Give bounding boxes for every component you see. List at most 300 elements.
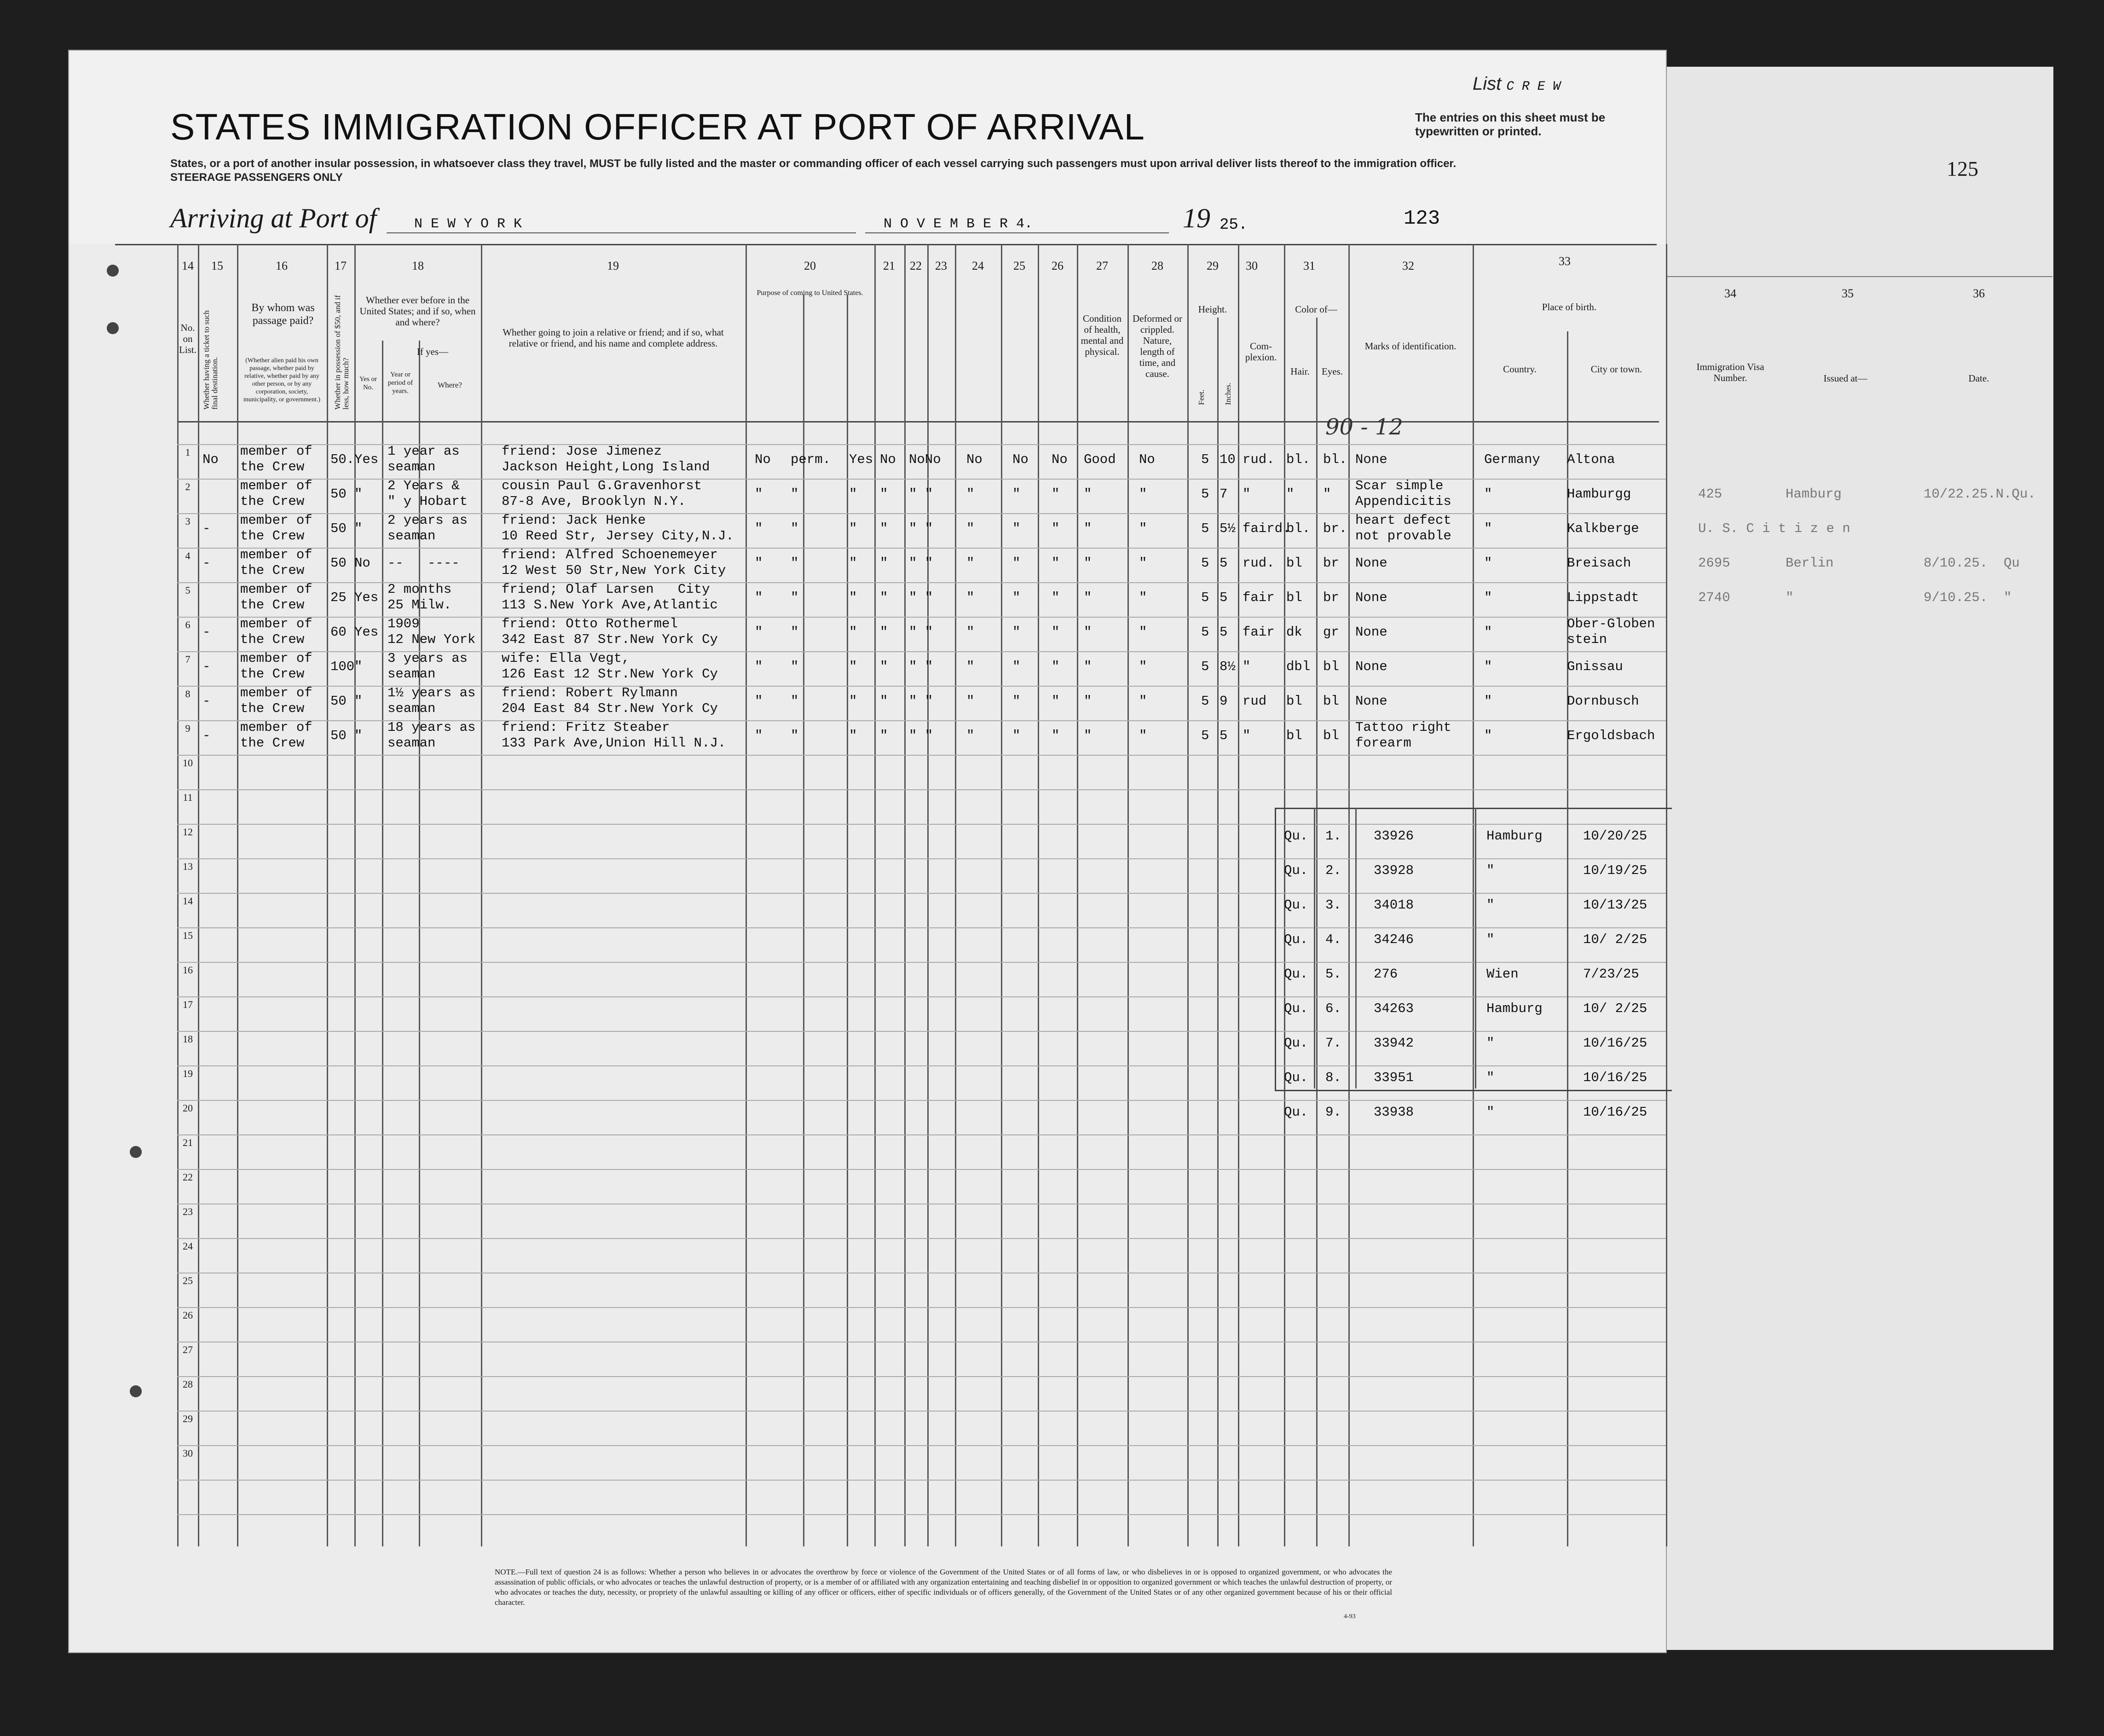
row-number: 29 [183, 1413, 193, 1424]
col24-cell: " [966, 728, 975, 743]
col22-cell: " [880, 625, 888, 640]
money-cell: 60 [330, 625, 347, 640]
ticket-cell: - [202, 728, 211, 743]
marks-cell: None [1355, 694, 1387, 709]
complexion-cell: faird. [1243, 521, 1291, 536]
eyes-cell: br [1323, 590, 1339, 605]
hair-cell: bl [1286, 590, 1302, 605]
visa-box-rule [1314, 808, 1315, 1088]
visa-box-place-cell: " [1486, 1036, 1495, 1051]
visa-box-date-cell: 10/20/25 [1583, 828, 1647, 844]
before-cell: " [354, 728, 363, 743]
country-cell: " [1484, 521, 1492, 536]
city-cell: Gnissau [1567, 659, 1623, 674]
col25-cell: " [1012, 659, 1021, 674]
visa-box-q-cell: Qu. [1284, 966, 1308, 982]
marks-cell: Tattoo right forearm [1355, 720, 1451, 751]
remain-cell: " [849, 556, 857, 571]
visa-box-n-cell: 7. [1325, 1036, 1341, 1051]
feet-cell: 5 [1201, 694, 1209, 709]
visa-box-place-cell: " [1486, 1070, 1495, 1085]
deformed-cell: " [1139, 625, 1147, 640]
column-number: 29 [1207, 259, 1219, 272]
col25-cell: " [1012, 728, 1021, 743]
visa-box-date-cell: 10/13/25 [1583, 897, 1647, 913]
before-cell: Yes [354, 625, 379, 640]
row-number: 12 [183, 826, 193, 838]
col23-cell: " " [909, 659, 933, 674]
before-cell: Yes [354, 590, 379, 605]
complexion-cell: fair [1243, 625, 1275, 640]
row-number: 7 [185, 654, 191, 665]
visa-box-n-cell: 4. [1325, 932, 1341, 947]
header-ticket: Whether having a ticket to such final destination. [202, 310, 219, 410]
row-number: 3 [185, 515, 191, 527]
column-rule [803, 295, 804, 1546]
column-number: 33 [1559, 255, 1571, 268]
complexion-cell: fair [1243, 590, 1275, 605]
passage-cell: member of the Crew [240, 616, 312, 647]
join-cell: cousin Paul G.Gravenhorst 87-8 Ave, Brooklyn N.Y. [502, 478, 702, 509]
port-name: N E W Y O R K [414, 216, 522, 232]
marks-cell: None [1355, 452, 1387, 467]
col23-cell: " " [909, 521, 933, 536]
hair-cell: dbl [1286, 659, 1311, 674]
row-rule [177, 1514, 1666, 1515]
period-cell: 2 Years & " y Hobart [387, 478, 468, 509]
column-rule [198, 244, 199, 1546]
visa-box-date-cell: 10/ 2/25 [1583, 932, 1647, 947]
header-eyes: Eyes. [1321, 366, 1343, 377]
visa-box-num-cell: 33942 [1374, 1036, 1414, 1051]
join-cell: friend: Jose Jimenez Jackson Height,Long Island [502, 444, 710, 475]
col26-cell: " [1052, 694, 1060, 709]
ticket-cell: - [202, 694, 211, 709]
row-rule [177, 1480, 1666, 1481]
remain-cell: " [849, 659, 857, 674]
marks-cell: heart defect not provable [1355, 513, 1451, 544]
city-cell: Ober-Globen stein [1567, 616, 1655, 647]
period-cell: 1909 12 New York [387, 616, 476, 647]
visa-number-cell: U. S. C i t i z e n [1698, 521, 1850, 536]
row-number: 25 [183, 1275, 193, 1286]
col26-cell: " [1052, 521, 1060, 536]
col26-cell: No [1052, 452, 1068, 467]
row-rule [177, 1342, 1666, 1343]
col23-cell: " " [909, 625, 933, 640]
col22-cell: " [880, 590, 888, 605]
header-marks: Marks of identification. [1364, 341, 1457, 352]
row-rule [177, 1445, 1666, 1446]
remain-cell: " [849, 486, 857, 502]
column-number: 35 [1842, 287, 1854, 300]
city-cell: Hamburgg [1567, 486, 1631, 502]
marks-cell: None [1355, 556, 1387, 571]
before-cell: " [354, 659, 363, 674]
column-rule [1077, 244, 1078, 1546]
passage-cell: member of the Crew [240, 685, 312, 716]
col22-cell: " [880, 556, 888, 571]
feet-cell: 5 [1201, 590, 1209, 605]
header-passage: By whom was passage paid? [251, 302, 315, 327]
col25-cell: " [1012, 556, 1021, 571]
arrival-date: N O V E M B E R 4. [884, 216, 1033, 232]
feet-cell: 5 [1201, 728, 1209, 743]
col24-cell: " [966, 521, 975, 536]
column-number: 22 [910, 259, 922, 272]
column-rule [847, 295, 848, 1546]
visa-box-q-cell: Qu. [1284, 932, 1308, 947]
inches-cell: 10 [1220, 452, 1236, 467]
year-suffix: 25. [1220, 216, 1248, 234]
header-feet: Feet. [1197, 389, 1206, 405]
health-cell: " [1084, 659, 1092, 674]
row-number: 6 [185, 619, 191, 631]
header-possession: Whether in possession of $50, and if less, how much? [333, 295, 350, 410]
purpose-cell: " [755, 521, 763, 536]
header-birth: Place of birth. [1542, 301, 1597, 312]
inches-cell: 5 [1220, 728, 1228, 743]
ticket-cell: - [202, 625, 211, 640]
deformed-cell: No [1139, 452, 1155, 467]
col22-cell: " [880, 486, 888, 502]
column-number: 31 [1303, 259, 1315, 272]
list-label: List C R E W [1473, 74, 1561, 94]
city-cell: Kalkberge [1567, 521, 1639, 536]
visa-box-date-cell: 10/16/25 [1583, 1070, 1647, 1085]
visa-box-date-cell: 10/19/25 [1583, 863, 1647, 878]
inches-cell: 5 [1220, 590, 1228, 605]
remain-cell: " [849, 521, 857, 536]
row-rule [177, 1307, 1666, 1308]
visa-box-n-cell: 3. [1325, 897, 1341, 913]
header-date: Date. [1968, 373, 1989, 384]
length-cell: perm. [791, 452, 831, 467]
column-number: 28 [1151, 259, 1163, 272]
eyes-cell: bl. [1323, 452, 1347, 467]
page-title: STATES IMMIGRATION OFFICER AT PORT OF ARRIVAL [170, 106, 1145, 147]
feet-cell: 5 [1201, 625, 1209, 640]
row-number: 28 [183, 1378, 193, 1390]
before-cell: " [354, 521, 363, 536]
col26-cell: " [1052, 659, 1060, 674]
col24-cell: " [966, 625, 975, 640]
visa-box-n-cell: 5. [1325, 966, 1341, 982]
visa-box-place-cell: " [1486, 1105, 1495, 1120]
header-where: Where? [438, 381, 462, 389]
period-cell: 3 years as seaman [387, 651, 468, 682]
row-rule [177, 1169, 1666, 1170]
visa-box-date-cell: 7/23/25 [1583, 966, 1639, 982]
money-cell: 50 [330, 694, 347, 709]
col24-cell: " [966, 486, 975, 502]
before-cell: " [354, 694, 363, 709]
arriving-label: Arriving at Port of [170, 203, 377, 233]
ticket-cell: - [202, 521, 211, 536]
passage-cell: member of the Crew [240, 720, 312, 751]
visa-box-q-cell: Qu. [1284, 1036, 1308, 1051]
inches-cell: 8½ [1220, 659, 1236, 674]
health-cell: Good [1084, 452, 1116, 467]
col24-cell: " [966, 659, 975, 674]
visa-box-q-cell: Qu. [1284, 1001, 1308, 1016]
col26-cell: " [1052, 590, 1060, 605]
col25-cell: No [1012, 452, 1029, 467]
visa-box-place-cell: Hamburg [1486, 828, 1543, 844]
visa-box-place-cell: " [1486, 863, 1495, 878]
row-number: 26 [183, 1309, 193, 1321]
country-cell: " [1484, 590, 1492, 605]
header-before: Whether ever before in the United States; and if so, when and where? [359, 295, 476, 328]
feet-cell: 5 [1201, 659, 1209, 674]
visa-box-date-cell: 10/ 2/25 [1583, 1001, 1647, 1016]
column-number: 34 [1724, 287, 1736, 300]
marks-cell: None [1355, 659, 1387, 674]
ticket-cell: - [202, 556, 211, 571]
col26-cell: " [1052, 625, 1060, 640]
column-rule [354, 244, 356, 1546]
column-rule [1238, 244, 1239, 1546]
row-number: 19 [183, 1068, 193, 1079]
country-cell: " [1484, 486, 1492, 502]
eyes-cell: gr [1323, 625, 1339, 640]
visa-box-num-cell: 33938 [1374, 1105, 1414, 1120]
join-cell: friend: Jack Henke 10 Reed Str, Jersey City,N.J. [502, 513, 734, 544]
column-rule [1038, 244, 1039, 1546]
visa-box-num-cell: 33928 [1374, 863, 1414, 878]
row-number: 17 [183, 999, 193, 1010]
column-rule [1217, 318, 1219, 1546]
join-cell: wife: Ella Vegt, 126 East 12 Str.New York Cy [502, 651, 718, 682]
city-cell: Altona [1567, 452, 1615, 467]
country-cell: " [1484, 694, 1492, 709]
row-rule [177, 1411, 1666, 1412]
eyes-cell: br. [1323, 521, 1347, 536]
period-cell: -- ---- [387, 556, 460, 571]
visa-box-num-cell: 33951 [1374, 1070, 1414, 1085]
visa-box-place-cell: " [1486, 932, 1495, 947]
column-number: 30 [1246, 259, 1258, 272]
sheet-number: 123 [1404, 207, 1440, 230]
remain-cell: " [849, 590, 857, 605]
visa-box-rule [1567, 808, 1568, 1088]
length-cell: " [791, 728, 799, 743]
header-yes-no: Yes or No. [359, 376, 377, 391]
col24-cell: " [966, 694, 975, 709]
length-cell: " [791, 625, 799, 640]
visa-box-q-cell: Qu. [1284, 1105, 1308, 1120]
visa-number-cell: 2695 [1698, 556, 1730, 571]
inches-cell: 5 [1220, 625, 1228, 640]
header-city: City or town. [1590, 364, 1642, 375]
marks-cell: Scar simple Appendicitis [1355, 478, 1451, 509]
visa-box-place-cell: Hamburg [1486, 1001, 1543, 1016]
issued-at-cell: Berlin [1786, 556, 1834, 571]
header-bottom-rule [177, 421, 1659, 422]
column-rule [874, 244, 876, 1546]
header-purpose: Purpose of coming to United States. [757, 289, 863, 297]
purpose-cell: " [755, 659, 763, 674]
col23-cell: " " [909, 556, 933, 571]
visa-box-num-cell: 34018 [1374, 897, 1414, 913]
hair-cell: bl. [1286, 452, 1311, 467]
column-rule [327, 244, 328, 1546]
table-top-rule [115, 244, 1657, 245]
row-rule [177, 755, 1666, 756]
inches-cell: 7 [1220, 486, 1228, 502]
purpose-cell: " [755, 486, 763, 502]
visa-box-n-cell: 6. [1325, 1001, 1341, 1016]
punch-hole [107, 265, 119, 277]
hair-cell: bl [1286, 694, 1302, 709]
join-cell: friend: Fritz Steaber 133 Park Ave,Union Hill N.J. [502, 720, 726, 751]
before-cell: " [354, 486, 363, 502]
row-number: 11 [183, 792, 193, 803]
deformed-cell: " [1139, 521, 1147, 536]
header-complexion: Com-plexion. [1245, 341, 1277, 363]
eyes-cell: " [1323, 486, 1331, 502]
money-cell: 100 [330, 659, 355, 674]
length-cell: " [791, 521, 799, 536]
ticket-cell: No [202, 452, 219, 467]
row-rule [177, 789, 1666, 790]
city-cell: Dornbusch [1567, 694, 1639, 709]
col26-cell: " [1052, 556, 1060, 571]
footnote: NOTE.—Full text of question 24 is as follows: Whether a person who believes in or advocates the overthrow by force or violence of the Government of the United States or of all forms of law, or who disbelieves in or is opposed to organized government, or who advocates the assassination of public officials, or who advocates or teaches the unlawful destruction of property, or is a member of or affiliated with any organization entertaining and teaching disbelief in or opposition to organized government or which teaches the unlawful destruction of property, or who advocates or teaches the duty, necessity, or propriety of the unlawful assaulting or killing of any officer or officers, either of specific individuals or of officers generally, of the Government of the United States or of any other organized government because of his or their official character. [495, 1568, 1392, 1607]
row-number: 2 [185, 481, 191, 492]
country-cell: " [1484, 625, 1492, 640]
visa-box-n-cell: 1. [1325, 828, 1341, 844]
length-cell: " [791, 659, 799, 674]
eyes-cell: bl [1323, 659, 1339, 674]
header-visa: Immigration Visa Number. [1696, 361, 1764, 383]
instructions: The entries on this sheet must be typewritten or printed. [1415, 110, 1606, 138]
before-cell: Yes [354, 452, 379, 467]
row-number: 15 [183, 930, 193, 941]
column-number: 36 [1973, 287, 1985, 300]
complexion-cell: rud [1243, 694, 1267, 709]
header-no-on-list: No. on List. [179, 322, 197, 355]
visa-box-q-cell: Qu. [1284, 828, 1308, 844]
column-number: 26 [1052, 259, 1064, 272]
col23-cell: NoNo [909, 452, 941, 467]
header-country: Country. [1503, 364, 1537, 375]
header-if-yes: If yes— [416, 346, 449, 357]
back-table-rule [1666, 276, 2052, 277]
header-height: Height. [1198, 304, 1227, 315]
remain-cell: " [849, 728, 857, 743]
health-cell: " [1084, 728, 1092, 743]
col23-cell: " " [909, 486, 933, 502]
header-passage-note: (Whether alien paid his own passage, whether paid by relative, whether paid by any other person, or by any corporation, society, municipality, or government.) [243, 357, 321, 403]
column-number: 24 [972, 259, 984, 272]
visa-box-date-cell: 10/16/25 [1583, 1036, 1647, 1051]
punch-hole [130, 1146, 142, 1158]
purpose-cell: " [755, 728, 763, 743]
money-cell: 50. [330, 452, 355, 467]
money-cell: 50 [330, 728, 347, 743]
subtitle: States, or a port of another insular possession, in whatsoever class they travel, MUST be fully listed and the master or commanding officer of each vessel carrying such passengers must upon arrival deliver lists thereof to the immigration officer. [170, 157, 1457, 170]
hair-cell: " [1286, 486, 1295, 502]
column-rule [481, 244, 482, 1546]
inches-cell: 5½ [1220, 521, 1236, 536]
visa-number-cell: 2740 [1698, 590, 1730, 605]
column-rule [927, 244, 929, 1546]
city-cell: Ergoldsbach [1567, 728, 1655, 743]
complexion-cell: " [1243, 486, 1251, 502]
port-underline [387, 232, 856, 233]
eyes-cell: bl [1323, 728, 1339, 743]
visa-number-cell: 425 [1698, 486, 1723, 502]
passage-cell: member of the Crew [240, 444, 312, 475]
eyes-cell: br [1323, 556, 1339, 571]
feet-cell: 5 [1201, 521, 1209, 536]
col24-cell: " [966, 590, 975, 605]
money-cell: 50 [330, 486, 347, 502]
deformed-cell: " [1139, 694, 1147, 709]
eyes-cell: bl [1323, 694, 1339, 709]
visa-box-date-cell: 10/16/25 [1583, 1105, 1647, 1120]
row-number: 1 [185, 446, 191, 458]
health-cell: " [1084, 625, 1092, 640]
col26-cell: " [1052, 486, 1060, 502]
health-cell: " [1084, 556, 1092, 571]
visa-box-place-cell: " [1486, 897, 1495, 913]
period-cell: 18 years as seaman [387, 720, 476, 751]
join-cell: friend: Otto Rothermel 342 East 87 Str.New York Cy [502, 616, 718, 647]
deformed-cell: " [1139, 556, 1147, 571]
country-cell: " [1484, 728, 1492, 743]
col25-cell: " [1012, 694, 1021, 709]
column-rule [382, 341, 383, 1546]
column-number: 17 [335, 259, 347, 272]
issued-at-cell: Hamburg [1786, 486, 1842, 502]
col22-cell: " [880, 728, 888, 743]
col23-cell: " " [909, 728, 933, 743]
row-number: 9 [185, 723, 191, 734]
issued-at-cell: " [1786, 590, 1794, 605]
col25-cell: " [1012, 590, 1021, 605]
length-cell: " [791, 486, 799, 502]
column-rule [1187, 244, 1189, 1546]
money-cell: 50 [330, 521, 347, 536]
visa-box-n-cell: 8. [1325, 1070, 1341, 1085]
visa-box-rule [1355, 808, 1357, 1088]
row-rule [177, 1376, 1666, 1377]
before-cell: No [354, 556, 370, 571]
column-number: 16 [276, 259, 288, 272]
visa-box-rule [1475, 808, 1476, 1088]
passage-cell: member of the Crew [240, 478, 312, 509]
year-prefix: 19 [1183, 203, 1210, 233]
complexion-cell: " [1243, 659, 1251, 674]
form-code: 4-93 [1344, 1613, 1356, 1620]
country-cell: " [1484, 556, 1492, 571]
row-rule [177, 548, 1666, 549]
length-cell: " [791, 556, 799, 571]
marks-cell: None [1355, 625, 1387, 640]
header-color: Color of— [1295, 304, 1337, 315]
row-rule [177, 1100, 1666, 1101]
join-cell: friend; Olaf Larsen City 113 S.New York Ave,Atlantic [502, 582, 718, 613]
purpose-cell: " [755, 590, 763, 605]
visa-box-n-cell: 2. [1325, 863, 1341, 878]
row-number: 27 [183, 1344, 193, 1355]
header-deformed: Deformed or crippled. Nature, length of time, and cause. [1133, 313, 1182, 379]
visa-box-num-cell: 33926 [1374, 828, 1414, 844]
city-cell: Breisach [1567, 556, 1631, 571]
inches-cell: 5 [1220, 556, 1228, 571]
